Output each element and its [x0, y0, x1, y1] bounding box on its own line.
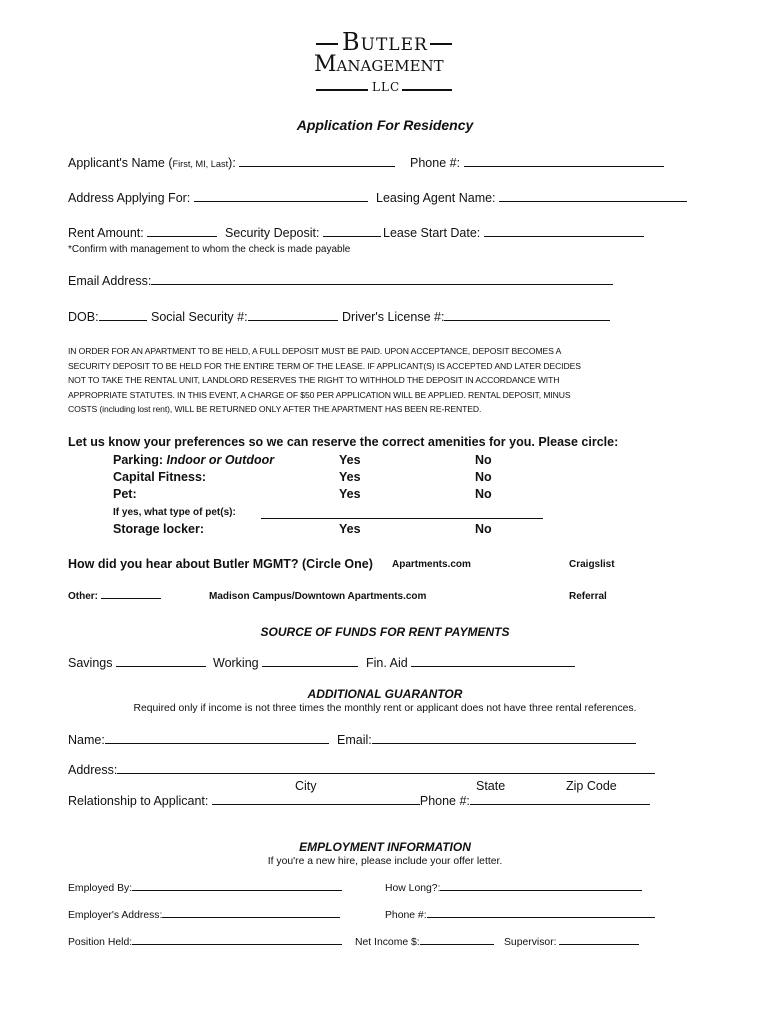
supervisor-row: [504, 937, 639, 948]
leasing-agent-field[interactable]: [499, 200, 687, 202]
leasing-agent-row: [376, 191, 687, 205]
employer-phone-label: Phone #:: [385, 910, 427, 921]
logo-rule-bottom-left: [316, 89, 368, 91]
employed-by-field[interactable]: [132, 889, 342, 891]
pet-type-label: If yes, what type of pet(s):: [113, 507, 236, 518]
employed-by-row: [68, 883, 342, 894]
relationship-row: [68, 794, 650, 808]
guarantor-email-row: [337, 733, 636, 747]
referral-apartments[interactable]: Apartments.com: [392, 559, 471, 570]
pet-type-field[interactable]: [261, 518, 543, 519]
how-long-row: [385, 883, 642, 894]
guarantor-email-label: Email:: [337, 733, 372, 747]
savings-label: Savings: [68, 656, 113, 670]
guarantor-heading: ADDITIONAL GUARANTOR: [307, 687, 463, 701]
net-income-label: Net Income $:: [355, 937, 420, 948]
email-field[interactable]: [151, 283, 613, 285]
dob-label: DOB:: [68, 310, 99, 324]
employer-address-field[interactable]: [162, 916, 340, 918]
funds-finaid-row: [366, 656, 575, 670]
referral-craigslist[interactable]: Craigslist: [569, 559, 615, 570]
pet-label: Pet:: [113, 487, 137, 501]
guarantor-address-row: [68, 763, 655, 777]
employer-phone-field[interactable]: [427, 916, 655, 918]
working-label: Working: [213, 656, 259, 670]
dob-row: [68, 310, 147, 324]
phone-row: [410, 156, 664, 170]
license-row: [342, 310, 610, 324]
page-title: Application For Residency: [296, 117, 474, 133]
address-applying-label: Address Applying For:: [68, 191, 191, 205]
phone-field[interactable]: [464, 165, 664, 167]
notice-line: SECURITY DEPOSIT TO BE HELD FOR THE ENTIRE TERM OF THE LEASE. IF APPLICANT(S) IS ACCEPTED AND LATER DECIDES: [68, 360, 581, 371]
employed-by-label: Employed By:: [68, 883, 133, 894]
phone-label: Phone #:: [410, 156, 461, 170]
referral-other-label: Other:: [68, 591, 98, 602]
guarantor-name-row: [68, 733, 329, 747]
fitness-label: Capital Fitness:: [113, 470, 207, 484]
security-deposit-row: [225, 226, 381, 240]
referral-referral[interactable]: Referral: [569, 591, 607, 602]
parking-no[interactable]: No: [475, 453, 492, 467]
email-row: [68, 274, 613, 288]
notice-line: APPROPRIATE STATUTES. IN THIS EVENT, A CHARGE OF $50 PER APPLICATION WILL BE APPLIED. RENTAL DEPOSIT, MINUS: [68, 389, 571, 400]
funds-savings-row: [68, 656, 206, 670]
funds-working-row: [213, 656, 358, 670]
employment-heading: EMPLOYMENT INFORMATION: [299, 840, 471, 854]
applicant-name-label-end: ):: [228, 156, 236, 170]
applicant-name-row: [68, 156, 395, 170]
relationship-field[interactable]: [212, 803, 420, 805]
guarantor-phone-label: Phone #:: [419, 794, 470, 808]
security-deposit-label: Security Deposit:: [225, 226, 320, 240]
applicant-name-label: Applicant's Name (: [68, 156, 173, 170]
funds-heading: SOURCE OF FUNDS FOR RENT PAYMENTS: [260, 625, 510, 639]
logo-line2: Management: [314, 52, 444, 77]
guarantor-name-field[interactable]: [105, 742, 329, 744]
ssn-row: [151, 310, 338, 324]
employer-address-label: Employer's Address:: [68, 910, 163, 921]
notice-line: IN ORDER FOR AN APARTMENT TO BE HELD, A FULL DEPOSIT MUST BE PAID. UPON ACCEPTANCE, DEPOSIT BECOMES A: [68, 346, 562, 356]
lease-start-field[interactable]: [484, 235, 644, 237]
license-field[interactable]: [444, 319, 610, 321]
supervisor-field[interactable]: [559, 943, 639, 945]
supervisor-label: Supervisor:: [504, 937, 557, 948]
finaid-field[interactable]: [411, 665, 575, 667]
zip-label: Zip Code: [566, 779, 617, 793]
address-applying-field[interactable]: [194, 200, 368, 202]
deposit-notice: [68, 344, 688, 417]
notice-line: COSTS (including lost rent), WILL BE RETURNED ONLY AFTER THE APARTMENT HAS BEEN RE-RENTED.: [68, 404, 482, 415]
savings-field[interactable]: [116, 665, 206, 667]
applicant-name-field[interactable]: [239, 165, 395, 167]
logo-rule-right: [430, 43, 452, 45]
guarantor-note: Required only if income is not three times the monthly rent or applicant does not have three rental references.: [133, 703, 637, 714]
position-label: Position Held:: [68, 937, 133, 948]
security-deposit-field[interactable]: [323, 235, 381, 237]
guarantor-address-field[interactable]: [117, 772, 655, 774]
email-label: Email Address:: [68, 274, 152, 288]
storage-yes[interactable]: Yes: [339, 522, 361, 536]
how-long-label: How Long?:: [385, 883, 441, 894]
license-label: Driver's License #:: [342, 310, 445, 324]
referral-other-field[interactable]: [101, 597, 161, 599]
guarantor-address-label: Address:: [68, 763, 118, 777]
pet-yes[interactable]: Yes: [339, 487, 361, 501]
net-income-field[interactable]: [420, 943, 494, 945]
rent-amount-label: Rent Amount:: [68, 226, 144, 240]
parking-options[interactable]: Indoor or Outdoor: [166, 453, 275, 467]
logo-rule-left: [316, 43, 338, 45]
leasing-agent-label: Leasing Agent Name:: [376, 191, 496, 205]
rent-amount-row: [68, 226, 217, 240]
relationship-label: Relationship to Applicant:: [68, 794, 209, 808]
position-row: [68, 937, 342, 948]
address-applying-row: [68, 191, 368, 205]
preferences-heading: Let us know your preferences so we can reserve the correct amenities for you. Please circle:: [68, 435, 619, 449]
position-field[interactable]: [132, 943, 342, 945]
lease-start-row: [383, 226, 644, 240]
how-long-field[interactable]: [440, 889, 642, 891]
pet-no[interactable]: No: [475, 487, 492, 501]
ssn-label: Social Security #:: [151, 310, 248, 324]
finaid-label: Fin. Aid: [366, 656, 408, 670]
ssn-field[interactable]: [248, 319, 338, 321]
rent-amount-field[interactable]: [147, 235, 217, 237]
guarantor-phone-field[interactable]: [470, 803, 650, 805]
logo-rule-bottom-right: [402, 89, 452, 91]
referral-madison[interactable]: Madison Campus/Downtown Apartments.com: [209, 591, 427, 602]
employment-note: If you're a new hire, please include your offer letter.: [267, 856, 503, 867]
confirm-note: *Confirm with management to whom the check is made payable: [68, 244, 351, 255]
dob-field[interactable]: [99, 319, 147, 321]
parking-yes[interactable]: Yes: [339, 453, 361, 467]
logo-line3: LLC: [372, 80, 401, 94]
company-logo: [310, 28, 460, 98]
referral-question: How did you hear about Butler MGMT? (Circle One): [68, 557, 373, 571]
parking-row: [113, 453, 274, 467]
city-label: City: [295, 779, 317, 793]
applicant-name-hint: First, MI, Last: [172, 159, 229, 169]
guarantor-name-label: Name:: [68, 733, 105, 747]
parking-label: Parking:: [113, 453, 167, 467]
referral-other-row: [68, 591, 161, 602]
storage-label: Storage locker:: [113, 522, 205, 536]
employer-address-row: [68, 910, 340, 921]
guarantor-email-field[interactable]: [372, 742, 636, 744]
net-income-row: [355, 937, 494, 948]
lease-start-label: Lease Start Date:: [383, 226, 481, 240]
state-label: State: [476, 779, 506, 793]
working-field[interactable]: [262, 665, 358, 667]
fitness-yes[interactable]: Yes: [339, 470, 361, 484]
employer-phone-row: [385, 910, 655, 921]
notice-line: NOT TO TAKE THE RENTAL UNIT, LANDLORD RESERVES THE RIGHT TO WITHHOLD THE DEPOSIT IN ACCORDANCE WITH: [68, 375, 560, 386]
fitness-no[interactable]: No: [475, 470, 492, 484]
storage-no[interactable]: No: [475, 522, 492, 536]
logo-line1: Butler: [342, 28, 428, 56]
